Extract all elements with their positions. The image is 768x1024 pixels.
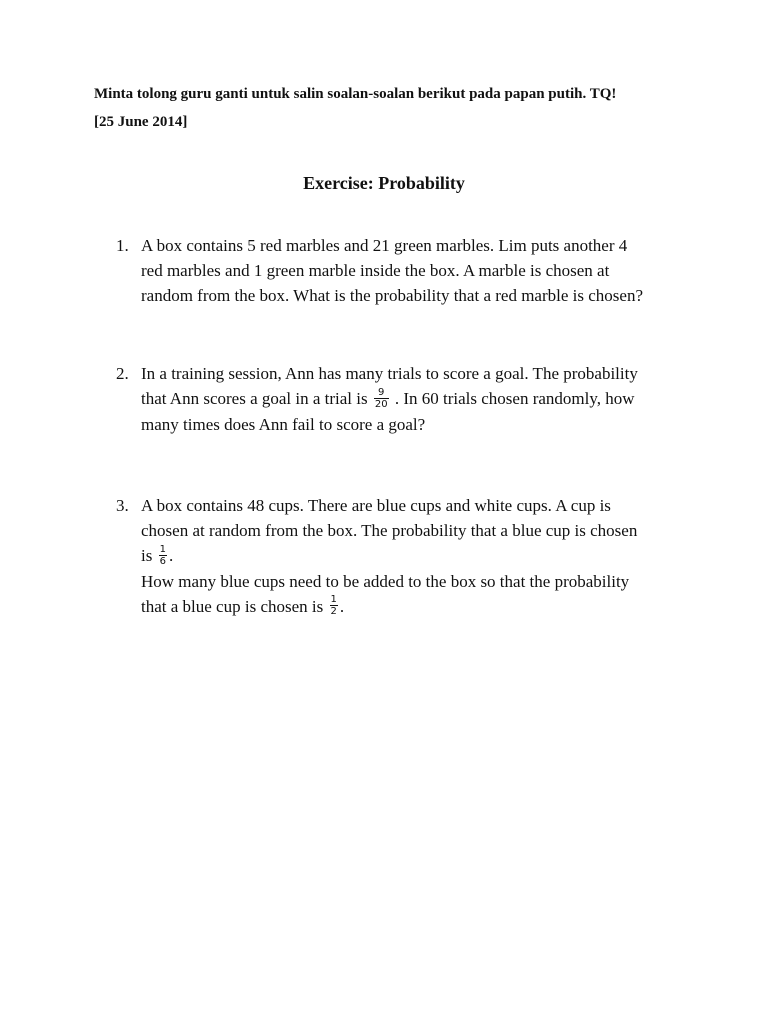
date-label: [25 June 2014]	[94, 114, 188, 130]
fraction-denominator: 6	[159, 555, 166, 567]
fraction	[330, 594, 338, 617]
question-line-part: that Ann scores a goal in a trial is	[141, 389, 368, 408]
question-line-part: .	[168, 546, 174, 565]
instruction-note: Minta tolong guru ganti untuk salin soalan-soalan berikut pada papan putih. TQ!	[94, 86, 617, 102]
question-line-part: .	[339, 596, 345, 616]
question-text	[141, 493, 696, 619]
question-line: A box contains 5 red marbles and 21 green marbles. Lim puts another 4	[141, 236, 628, 255]
question-line: random from the box. What is the probability that a red marble is chosen?	[141, 286, 643, 305]
question-line	[141, 543, 696, 569]
question-line	[141, 594, 696, 620]
question-line-part: is	[141, 546, 153, 565]
page-title: Exercise: Probability	[303, 173, 465, 193]
question-line: many times does Ann fail to score a goal?	[141, 414, 426, 434]
question-1	[116, 233, 696, 308]
fraction-numerator: 1	[330, 594, 337, 606]
fraction-denominator: 20	[374, 398, 388, 410]
question-line-part: that a blue cup is chosen is	[141, 596, 324, 616]
fraction-denominator: 2	[330, 606, 337, 618]
question-line-part: . In 60 trials chosen randomly, how	[394, 389, 635, 408]
fraction-numerator: 1	[159, 543, 166, 555]
question-line: How many blue cups need to be added to the box so that the probability	[141, 571, 630, 591]
question-text	[141, 361, 696, 437]
question-number: 2.	[116, 364, 129, 383]
question-text	[141, 233, 696, 308]
question-line: red marbles and 1 green marble inside the box. A marble is chosen at	[141, 261, 610, 280]
question-3	[116, 493, 696, 619]
question-2	[116, 361, 696, 437]
fraction-numerator: 9	[374, 387, 389, 399]
question-number: 3.	[116, 496, 129, 515]
question-number: 1.	[116, 236, 129, 255]
question-line	[141, 386, 696, 412]
question-line: chosen at random from the box. The probability that a blue cup is chosen	[141, 521, 638, 540]
fraction	[159, 544, 167, 567]
question-line: A box contains 48 cups. There are blue cups and white cups. A cup is	[141, 496, 611, 515]
question-line: In a training session, Ann has many trials to score a goal. The probability	[141, 364, 638, 383]
fraction	[374, 387, 389, 410]
